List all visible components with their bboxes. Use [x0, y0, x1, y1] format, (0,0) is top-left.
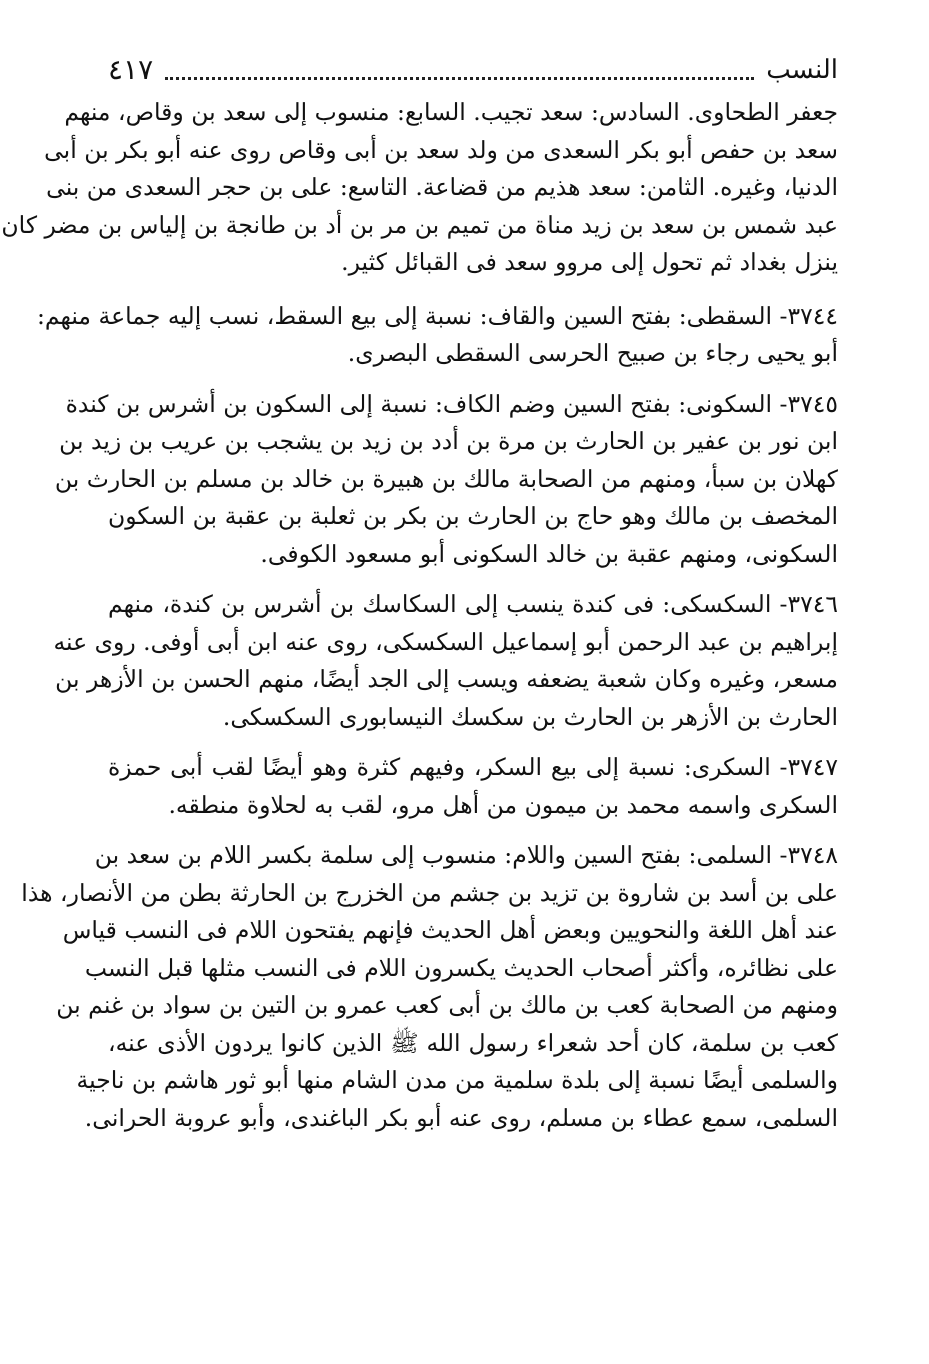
text-line: الدنيا، وغيره. الثامن: سعد هذيم من قضاعة. التاسع: على بن حجر السعدى من بنى	[46, 173, 838, 201]
text-line: المخصف بن مالك وهو حاج بن الحارث بن بكر بن ثعلبة بن عقبة بن السكون	[108, 502, 838, 530]
page-number: ٤١٧	[108, 53, 154, 86]
text-line: السكرى واسمه محمد بن ميمون من أهل مرو، لقب به لحلاوة منطقه.	[168, 790, 838, 819]
text-line: جعفر الطحاوى. السادس: سعد تجيب. السابع: منسوب إلى سعد بن وقاص، منهم	[64, 98, 838, 126]
text-line: الحارث بن الأزهر بن الحارث بن سكسك النيسابورى السكسكى.	[222, 702, 838, 731]
text-line: على بن أسد بن شاروة بن تزيد بن جشم من الخزرج بن الحارثة بطن من الأنصار، هذا	[21, 878, 838, 907]
text-line: على نظائره، وأكثر أصحاب الحديث يكسرون اللام فى النسب مثلها قبل النسب	[84, 953, 838, 982]
text-line: ٣٧٤٥- السكونى: بفتح السين وضم الكاف: نسبة إلى السكون بن أشرس بن كندة	[65, 389, 838, 418]
text-line: ابن نور بن عفير بن الحارث بن مرة بن أدد بن زيد بن يشجب بن عريب بن زيد بن	[59, 427, 838, 455]
text-line: ومنهم من الصحابة كعب بن مالك بن أبى كعب عمرو بن التين بن سواد بن غنم بن	[56, 991, 838, 1019]
page-body	[1, 94, 838, 1137]
book-page	[1, 50, 838, 1150]
text-line: ٣٧٤٤- السقطى: بفتح السين والقاف: نسبة إلى بيع السقط، نسب إليه جماعة منهم:	[36, 301, 838, 330]
text-line: عبد شمس بن سعد بن زيد مناة من تميم بن مر بن أد بن طانجة بن إلياس بن مضر كان	[1, 210, 838, 239]
text-line: أبو يحيى رجاء بن صبيح الحرسى السقطى البصرى.	[347, 339, 838, 367]
text-line: ٣٧٤٨- السلمى: بفتح السين واللام: منسوب إلى سلمة بكسر اللام بن سعد بن	[94, 841, 838, 869]
leader-dots	[165, 77, 754, 80]
text-line: كعب بن سلمة، كان أحد شعراء رسول الله ﷺ الذين كانوا يردون الأذى عنه،	[108, 1028, 838, 1057]
text-line: ٣٧٤٦- السكسكى: فى كندة ينسب إلى السكاسك بن أشرس بن كندة، منهم	[108, 590, 838, 618]
chapter-title: النسب	[766, 55, 838, 85]
text-line: السلمى، سمع عطاء بن مسلم، روى عنه أبو بكر الباغندى، وأبو عروبة الحرانى.	[84, 1103, 838, 1132]
text-line: إبراهيم بن عبد الرحمن أبو إسماعيل السكسكى، روى عنه ابن أبى أوفى. روى عنه	[53, 627, 838, 656]
text-line: ٣٧٤٧- السكرى: نسبة إلى بيع السكر، وفيهم كثرة وهو أيضًا لقب أبى حمزة	[108, 753, 838, 781]
paragraph	[54, 386, 838, 574]
paragraph	[108, 749, 838, 824]
running-header	[108, 50, 838, 90]
paragraph	[1, 94, 838, 282]
text-line: عند أهل اللغة والنحويين وبعض أهل الحديث فإنهم يفتحون اللام فى النسب قياس	[62, 916, 838, 944]
paragraph	[21, 837, 838, 1137]
text-line: والسلمى أيضًا نسبة إلى بلدة سلمية من مدن الشام منها أبو ثور هاشم بن ناجية	[76, 1066, 838, 1094]
text-line: مسعر، وغيره وكان شعبة يضعفه ويسب إلى الجد أيضًا، منهم الحسن بن الأزهر بن	[55, 665, 838, 693]
paragraph	[36, 298, 838, 373]
text-line: ينزل بغداد ثم تحول إلى مروو سعد فى القبائل كثير.	[341, 248, 838, 276]
text-line: كهلان بن سبأ، ومنهم من الصحابة مالك بن هبيرة بن خالد بن مسلم بن الحارث بن	[54, 464, 838, 493]
text-line: السكونى، ومنهم عقبة بن خالد السكونى أبو مسعود الكوفى.	[260, 539, 838, 568]
text-line: سعد بن حفص أبو بكر السعدى من ولد سعد بن أبى وقاص روى عنه أبو بكر بن أبى	[44, 135, 838, 164]
paragraph	[53, 586, 838, 736]
